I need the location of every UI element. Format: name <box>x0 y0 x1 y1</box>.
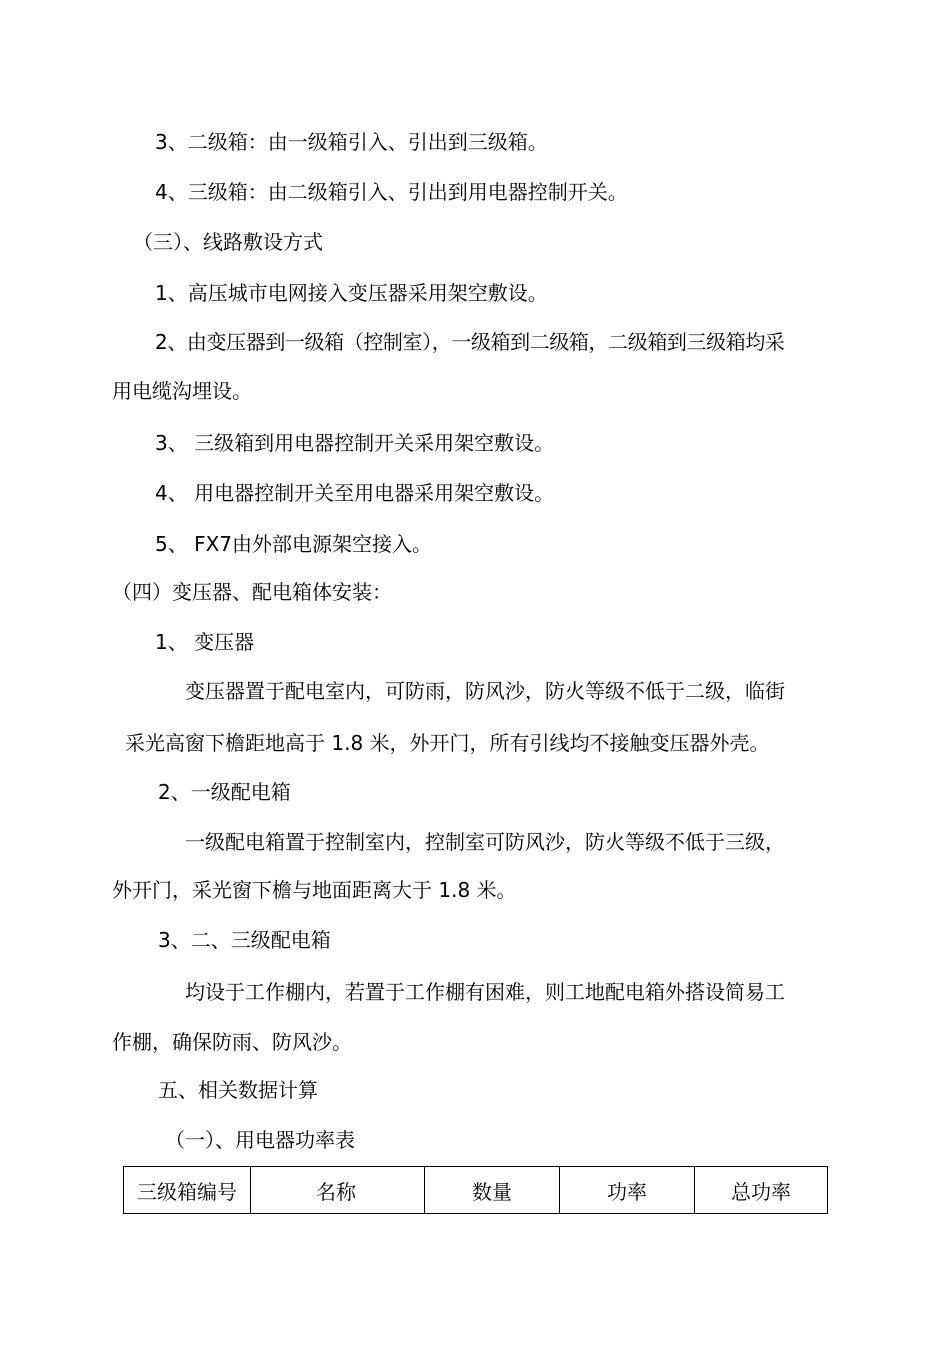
text-line: 2、由变压器到一级箱（控制室），一级箱到二级箱，二级箱到三级箱均采 <box>155 330 785 354</box>
subsection-heading: 1、 变压器 <box>155 630 255 654</box>
table-header-cell: 三级箱编号 <box>124 1167 251 1213</box>
text-line: 作棚，确保防雨、防风沙。 <box>112 1030 352 1054</box>
text-line: 均设于工作棚内，若置于工作棚有困难，则工地配电箱外搭设简易工 <box>185 980 785 1004</box>
text-line: 3、 三级箱到用电器控制开关采用架空敷设。 <box>155 431 555 455</box>
table-title: （一）、用电器功率表 <box>165 1128 355 1152</box>
text-line: 1、高压城市电网接入变压器采用架空敷设。 <box>155 281 548 305</box>
text-line: 4、 用电器控制开关至用电器采用架空敷设。 <box>155 481 555 505</box>
text-line: 3、二级箱：由一级箱引入、引出到三级箱。 <box>155 130 548 154</box>
table-header-cell: 数量 <box>425 1167 560 1213</box>
text-line: 变压器置于配电室内，可防雨，防风沙，防火等级不低于二级，临街 <box>185 679 785 703</box>
section-heading: （三）、线路敷设方式 <box>133 230 323 254</box>
text-line: 采光高窗下檐距地高于 1.8 米，外开门，所有引线均不接触变压器外壳。 <box>125 731 770 755</box>
text-line: 用电缆沟埋设。 <box>112 379 252 403</box>
section-heading: （四）变压器、配电箱体安装： <box>112 580 392 604</box>
subsection-heading: 2、一级配电箱 <box>158 780 291 804</box>
text-line: 外开门，采光窗下檐与地面距离大于 1.8 米。 <box>112 878 517 902</box>
subsection-heading: 3、二、三级配电箱 <box>158 928 331 952</box>
table-header-cell: 总功率 <box>731 1179 791 1204</box>
text-line: 5、 FX7由外部电源架空接入。 <box>155 532 433 556</box>
table-header-cell: 名称 <box>251 1167 425 1213</box>
power-table <box>123 1166 828 1214</box>
section-heading: 五、相关数据计算 <box>158 1078 318 1102</box>
table-header-cell: 功率 <box>560 1167 695 1213</box>
text-line: 一级配电箱置于控制室内，控制室可防风沙，防火等级不低于三级， <box>185 830 785 854</box>
text-line: 4、三级箱：由二级箱引入、引出到用电器控制开关。 <box>155 180 628 204</box>
